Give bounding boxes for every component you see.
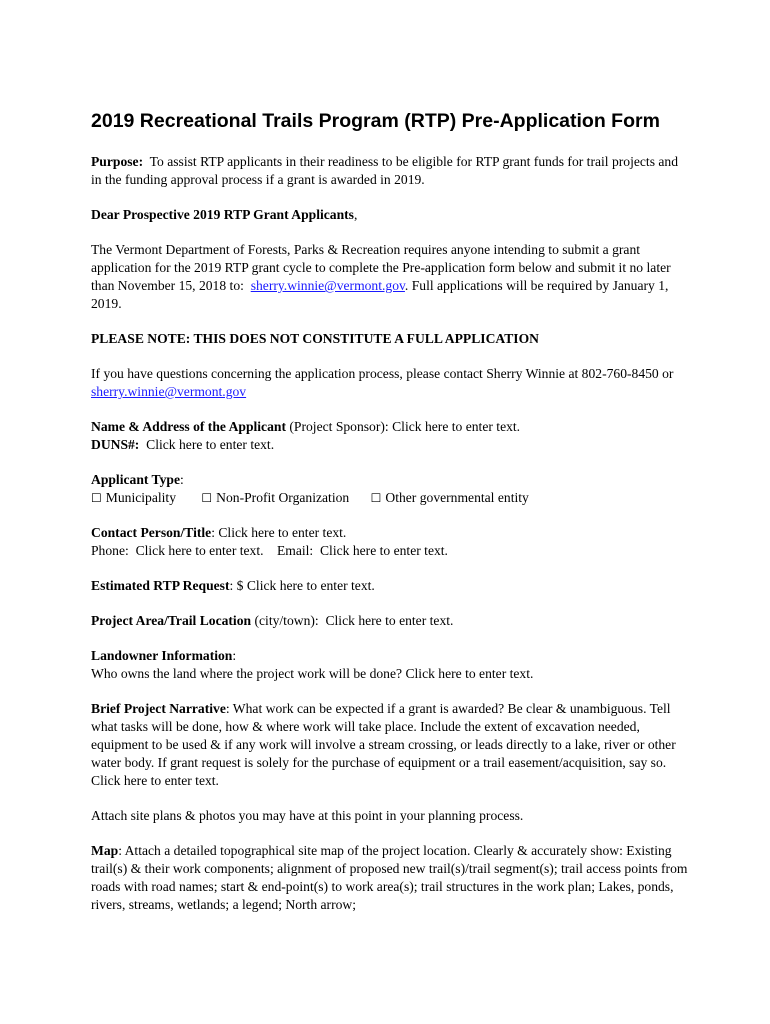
email-field[interactable]: Click here to enter text. [319,543,448,558]
map-text: : Attach a detailed topographical site map of the project location. Clearly & accurately show: Existing trail(s) & their work components; alignment of proposed new trail(s)/trail segment(s); trail access points from roads with road names; start & end-point(s) to work area(s); trail structures in the work plan; Lakes, ponds, rivers, streams, wetlands; a legend; North arrow; [91,843,688,912]
email-label: Email: [276,543,314,558]
narrative-label: Brief Project Narrative [91,701,226,716]
greeting-suffix: , [353,207,358,222]
landowner-section [91,647,691,683]
applicant-name-suffix: (Project Sponsor): [289,419,389,434]
checkbox-icon[interactable]: ☐ [201,491,213,505]
option-governmental[interactable] [371,490,529,505]
duns-line [91,436,691,454]
contact-person-label: Contact Person/Title [91,525,212,540]
intro-text: The Vermont Department of Forests, Parks & Recreation requires anyone intending to submit a grant application for the 2019 RTP grant cycle to complete the Pre-application form below and submit it no later than November 15, 2018 to: [91,242,671,293]
option-municipality-label: Municipality [105,490,176,505]
phone-label: Phone: [91,543,129,558]
duns-field[interactable]: Click here to enter text. [146,437,275,452]
landowner-label: Landowner Information [91,648,233,663]
option-nonprofit-label: Non-Profit Organization [216,490,350,505]
greeting [91,206,691,224]
option-governmental-label: Other governmental entity [385,490,529,505]
applicant-name-field[interactable]: Click here to enter text. [392,419,521,434]
greeting-label: Dear Prospective 2019 RTP Grant Applicants [91,207,354,222]
contact-person-line [91,524,691,542]
attach-paragraph: Attach site plans & photos you may have at this point in your planning process. [91,808,524,823]
landowner-question[interactable]: Who owns the land where the project work will be done? Click here to enter text. [91,666,534,681]
note-text: PLEASE NOTE: THIS DOES NOT CONSTITUTE A FULL APPLICATION [91,331,539,346]
applicant-type-suffix: : [180,472,184,487]
purpose-label: Purpose: [91,154,144,169]
applicant-type-heading [91,471,691,489]
contact-section [91,524,691,560]
applicant-type-section [91,471,691,507]
applicant-name-label: Name & Address of the Applicant [91,419,286,434]
form-title: 2019 Recreational Trails Program (RTP) Pre-Application Form [91,110,660,132]
narrative-text[interactable]: : What work can be expected if a grant is awarded? Be clear & unambiguous. Tell what tasks will be done, how & where work will take place. Include the extent of excavation needed, equipment to be used & if any work will involve a stream crossing, or leads directly to a lake, river or other water body. If grant request is solely for the purchase of equipment or a trail easement/acquisition, say so. Click here to enter text. [91,701,676,788]
applicant-type-label: Applicant Type [91,472,181,487]
map-section [91,842,691,914]
intro-email-link[interactable]: sherry.winnie@vermont.gov [250,278,405,293]
purpose-text: To assist RTP applicants in their readiness to be eligible for RTP grant funds for trail projects and in the funding approval process if a grant is awarded in 2019. [91,154,679,187]
questions-email-link[interactable]: sherry.winnie@vermont.gov [91,384,247,399]
checkbox-icon[interactable]: ☐ [91,491,102,505]
applicant-name-line [91,418,691,436]
phone-email-line [91,542,691,560]
intro-paragraph [91,241,691,313]
estimated-request-label: Estimated RTP Request [91,578,230,593]
applicant-type-options [91,489,691,507]
landowner-suffix: : [232,648,237,663]
contact-person-field[interactable]: : Click here to enter text. [211,525,347,540]
note-paragraph [91,330,691,348]
applicant-section [91,418,691,454]
estimated-request-field[interactable]: : $ Click here to enter text. [229,578,375,593]
landowner-heading [91,647,691,665]
questions-paragraph [91,365,691,401]
map-label: Map [91,843,119,858]
project-area-field[interactable]: Click here to enter text. [325,613,454,628]
purpose-paragraph [91,153,691,189]
duns-label: DUNS#: [91,437,140,452]
phone-field[interactable]: Click here to enter text. [135,543,264,558]
intro-text-after: . Full applications will be required by January 1, 2019. [91,278,669,311]
project-area-suffix: (city/town): [254,613,319,628]
checkbox-icon[interactable]: ☐ [370,491,382,505]
option-municipality[interactable] [91,490,176,505]
questions-text: If you have questions concerning the application process, please contact Sherry Winnie at 802-760-8450 or [91,366,674,381]
narrative-section [91,700,691,790]
estimated-request [91,577,691,595]
project-area-label: Project Area/Trail Location [91,613,252,628]
form-content [91,108,691,931]
project-area [91,612,691,630]
option-nonprofit[interactable] [201,490,349,505]
